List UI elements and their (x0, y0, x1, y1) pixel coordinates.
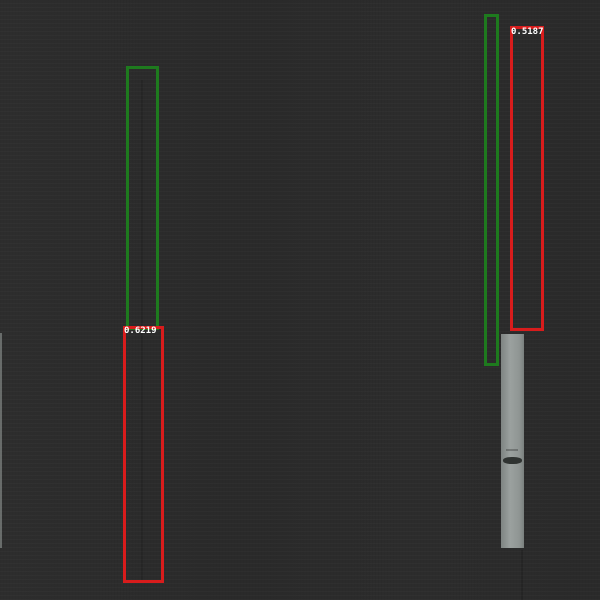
prediction-score-left: 0.6219 (124, 326, 157, 336)
ground-truth-box-right (484, 14, 499, 366)
strip-defect-mark (503, 457, 522, 464)
material-strip (501, 334, 524, 548)
vertical-streak-right (521, 550, 523, 600)
dark-streak (506, 449, 518, 451)
prediction-box-right (510, 26, 544, 331)
left-edge-strip (0, 333, 2, 548)
ground-truth-box-left (126, 66, 159, 330)
prediction-score-right: 0.5187 (511, 27, 544, 37)
prediction-box-left (123, 326, 164, 583)
